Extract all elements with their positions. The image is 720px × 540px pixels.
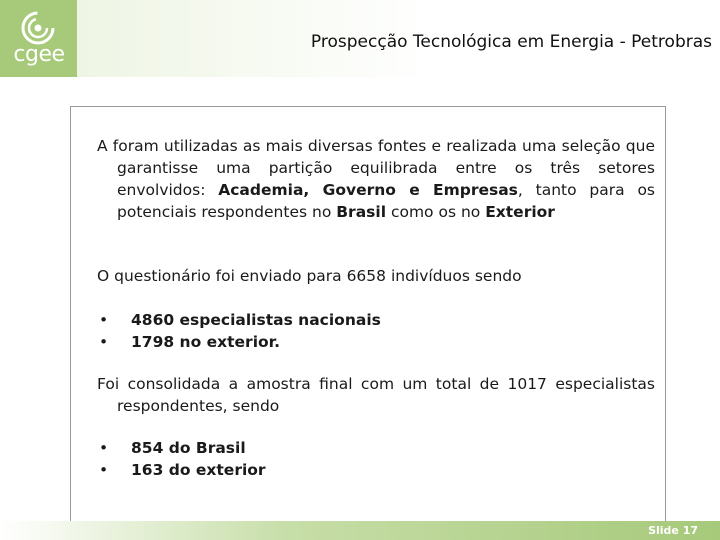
- list-sent: [97, 309, 381, 353]
- paragraph-questionnaire: O questionário foi enviado para 6658 indivíduos sendo: [97, 267, 522, 285]
- list-item-text: 1798 no exterior.: [131, 333, 280, 351]
- list-item: [97, 437, 266, 459]
- cgee-logo: [0, 0, 77, 77]
- bullet: •: [99, 439, 109, 457]
- bullet: •: [99, 333, 109, 351]
- paragraph-sample: Foi consolidada a amostra final com um total de 1017 especialistas respondentes, sendo: [97, 375, 655, 415]
- para1-text-a: A foram utilizadas as mais diversas fontes e realizada uma seleção que garantisse uma partição equilibrada entre os três setores envolvidos:: [97, 137, 655, 199]
- slide-title: Prospecção Tecnológica em Energia - Petrobras: [310, 32, 712, 52]
- para1-text-c: como os no: [386, 203, 486, 221]
- para1-text-b: , tanto para os potenciais respondentes no: [117, 181, 656, 221]
- bullet: •: [99, 461, 109, 479]
- footer-band: [0, 521, 720, 540]
- para1-bold-exterior: Exterior: [485, 203, 555, 221]
- list-item-text: 163 do exterior: [131, 461, 266, 479]
- swirl-logo-icon: [20, 10, 56, 46]
- slide-number: Slide 17: [648, 524, 698, 537]
- list-respondents: [97, 437, 266, 481]
- list-item-text: 4860 especialistas nacionais: [131, 311, 381, 329]
- list-item-text: 854 do Brasil: [131, 439, 246, 457]
- logo-text: cgee: [13, 42, 65, 67]
- bullet: •: [99, 311, 109, 329]
- list-item: [97, 459, 266, 481]
- paragraph-sources: [97, 135, 655, 223]
- list-item: [97, 331, 381, 353]
- para1-bold-brasil: Brasil: [336, 203, 387, 221]
- header-band: [77, 0, 720, 77]
- para1-bold-sectors: Academia, Governo e Empresas: [218, 181, 518, 199]
- list-item: [97, 309, 381, 331]
- content-box: [70, 106, 666, 524]
